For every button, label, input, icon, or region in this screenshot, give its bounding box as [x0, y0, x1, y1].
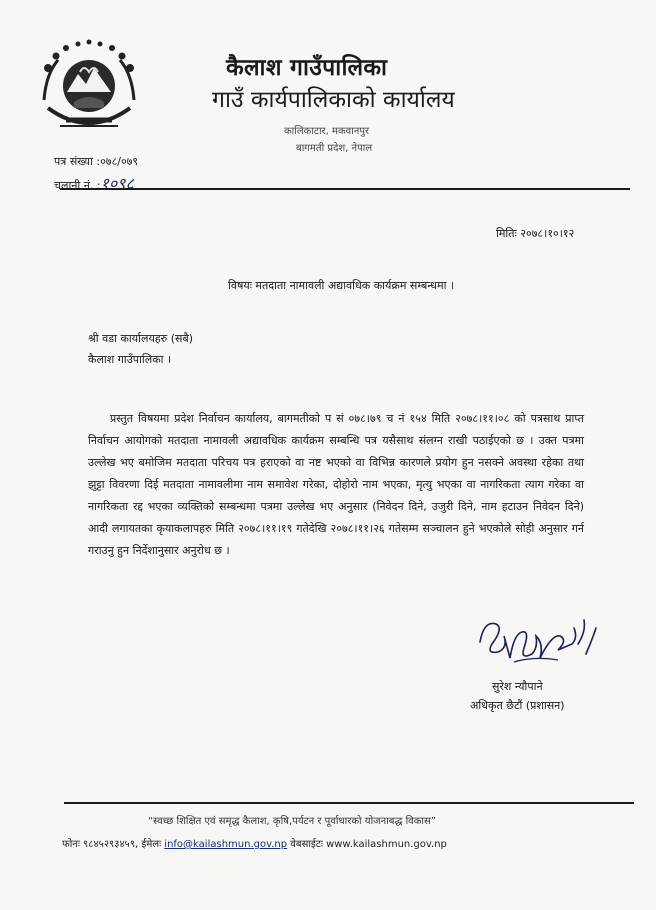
- footer-email-link[interactable]: info@kailashmun.gov.np: [164, 839, 288, 850]
- footer-motto: “स्वच्छ शिक्षित एवं समृद्ध कैलाश, कृषि,पर्यटन र पूर्वाधारको योजनाबद्ध विकास”: [148, 816, 436, 827]
- footer-website: वेबसाईटः www.kailashmun.gov.np: [290, 839, 447, 850]
- chalani-value: १०९८: [100, 174, 134, 193]
- letter-body-text: प्रस्तुत विषयमा प्रदेश निर्वाचन कार्यालय, बागमतीको प सं ०७८।७९ च नं १५४ मिति २०७८।११।०८ को पत्रसाथ प्राप्त निर्वाचन आयोगको मतदाता नामावली अद्यावधिक कार्यक्रम सम्बन्धि पत्र यसैसाथ संलग्न राखी पठाईएको छ । उक्त पत्रमा उल्लेख भए बमोजिम मतदाता परिचय पत्र हराएको वा नष्ट भएको वा विभिन्न कारणले प्रयोग हुन नसक्ने अवस्था रहेका तथा झुट्टा विवरणा दिई मतदाता नामावलीमा नाम समावेश गरेका, दोहोरो नाम भएका, मृत्यु भएका वा नागरिकता त्याग गरेका वा नागरिकता रद्द भएका व्यक्तिको सम्बन्धमा पत्रमा उल्लेख भए अनुसार (निवेदन दिने, उजुरी दिने, नाम हटाउन निवेदन दिने) आदी लगायतका कृयाकलापहरु मिति २०७८।११।१९ गतेदेखि २०७८।११।२६ गतेसम्म सञ्चालन हुने भएकोले सोही अनुसार गर्न गराउनु हुन निर्देशानुसार अनुरोध छ ।: [88, 412, 584, 557]
- footer-contact: [62, 836, 447, 850]
- address-line-1: कालिकाटार, मकवानपुर: [284, 126, 370, 137]
- chalani-label: चलानी नं. :: [54, 179, 101, 192]
- nepal-government-emblem-icon: [36, 38, 142, 138]
- patra-value: ०७८/०७९: [100, 155, 139, 168]
- addressee-line-1: श्री वडा कार्यालयहरु (सबै): [88, 332, 194, 345]
- handwritten-signature: [474, 614, 600, 674]
- office-name: गाउँ कार्यपालिकाको कार्यालय: [212, 87, 455, 113]
- address-line-2: बागमती प्रदेश, नेपाल: [296, 143, 373, 154]
- patra-label: पत्र संख्या :: [54, 155, 101, 168]
- footer-phone: फोनः ९८४५२९३४५९, ईमेलः: [62, 839, 162, 850]
- addressee-line-2: कैलाश गाउँपालिका ।: [88, 353, 172, 366]
- signer-title: अधिकृत छैटौं (प्रशासन): [470, 699, 565, 712]
- chalani-number: [54, 172, 134, 194]
- letter-body: [88, 408, 584, 562]
- patra-sankhya: [54, 154, 138, 169]
- letter-date: मितिः २०७८।१०।१२: [496, 227, 575, 240]
- footer-divider: [64, 802, 634, 804]
- header-divider: [60, 188, 630, 190]
- signer-name: सुरेश न्यौपाने: [492, 680, 543, 693]
- letter-subject: विषयः मतदाता नामावली अद्यावधिक कार्यक्रम सम्बन्धमा ।: [228, 279, 455, 292]
- org-name: कैलाश गाउँपालिका: [226, 55, 388, 81]
